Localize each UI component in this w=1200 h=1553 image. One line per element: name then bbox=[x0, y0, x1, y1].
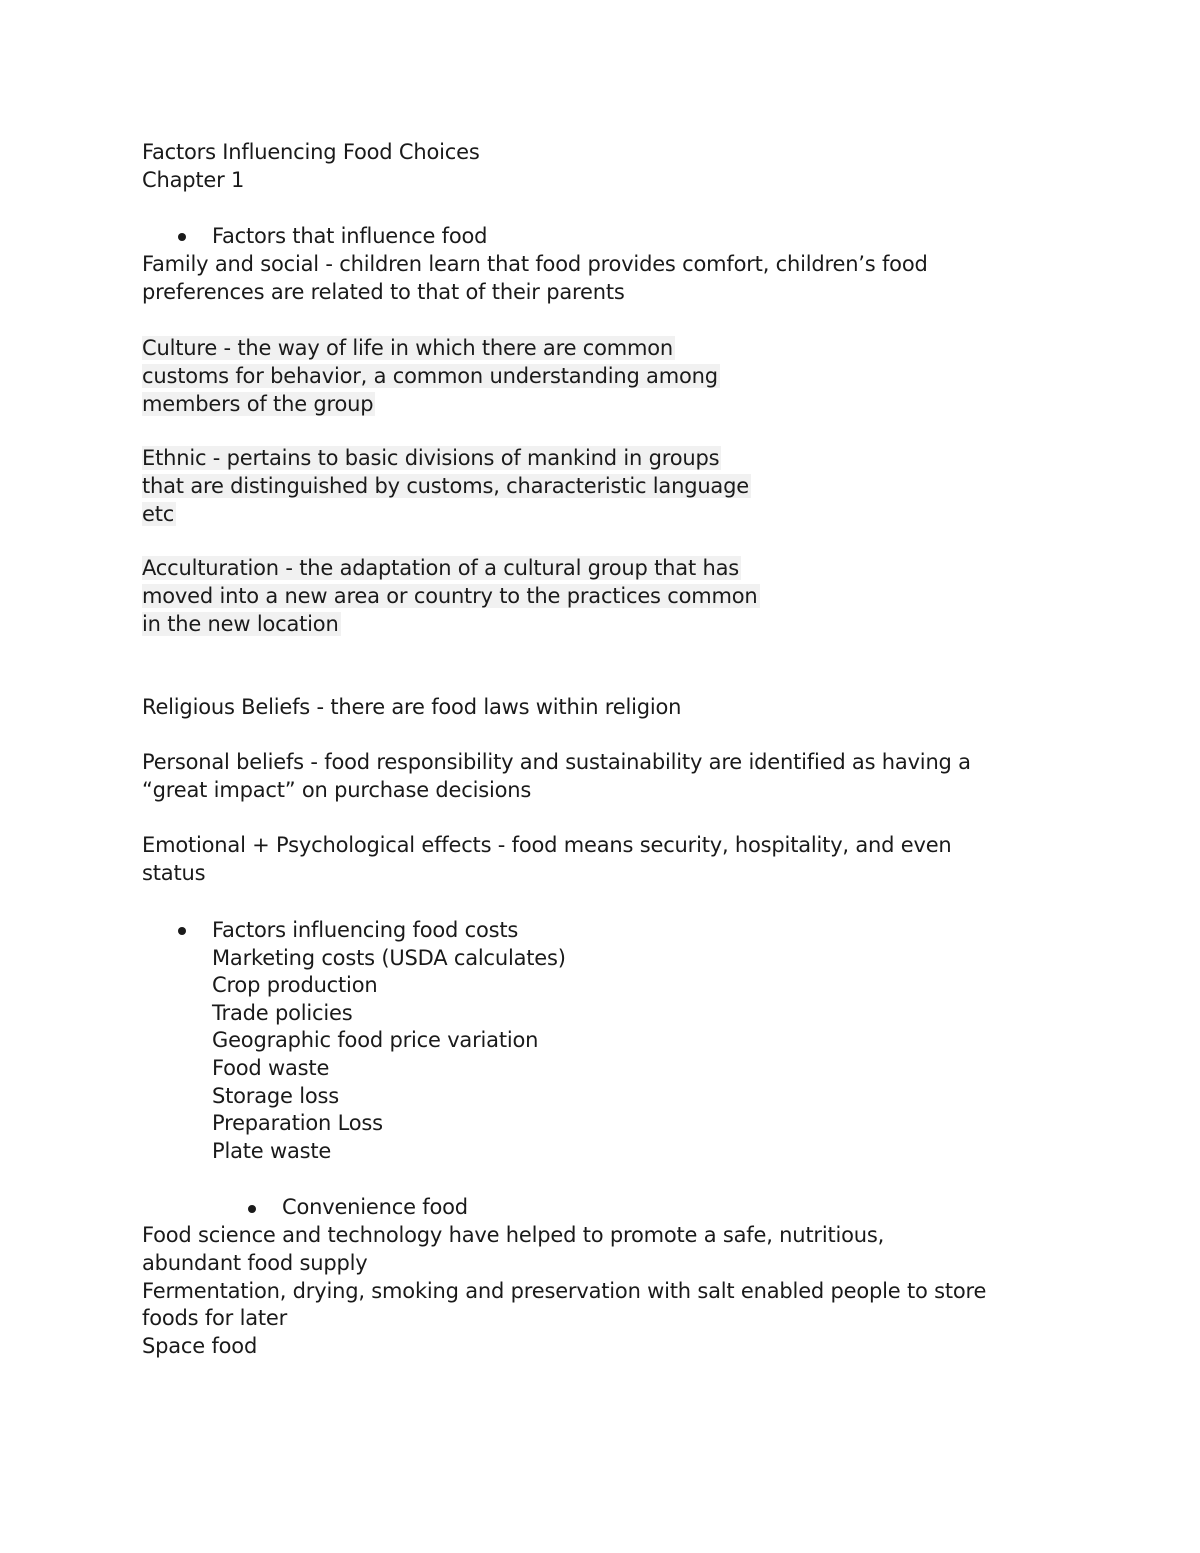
bullet-dot-icon bbox=[248, 1205, 256, 1213]
chapter-label: Chapter 1 bbox=[142, 168, 245, 192]
convenience-line-3: Fermentation, drying, smoking and preservation with salt enabled people to store bbox=[142, 1279, 987, 1303]
emotional-line-2: status bbox=[142, 861, 206, 885]
convenience-line-1: Food science and technology have helped to promote a safe, nutritious, bbox=[142, 1223, 885, 1247]
bullet-heading-costs: Factors influencing food costs bbox=[212, 918, 519, 942]
cost-item: Preparation Loss bbox=[212, 1111, 383, 1135]
convenience-line-2: abundant food supply bbox=[142, 1251, 368, 1275]
ethnic-line-1: Ethnic - pertains to basic divisions of mankind in groups bbox=[142, 446, 720, 470]
culture-line-1: Culture - the way of life in which there are common bbox=[142, 336, 674, 360]
cost-item: Food waste bbox=[212, 1056, 330, 1080]
acculturation-line-3: in the new location bbox=[142, 612, 339, 636]
personal-line-2: “great impact” on purchase decisions bbox=[142, 778, 532, 802]
acculturation-line-1: Acculturation - the adaptation of a cultural group that has bbox=[142, 556, 739, 580]
bullet-heading-convenience: Convenience food bbox=[282, 1195, 468, 1219]
convenience-line-4: foods for later bbox=[142, 1306, 288, 1330]
convenience-line-5: Space food bbox=[142, 1334, 258, 1358]
bullet-dot-icon bbox=[178, 927, 186, 935]
ethnic-line-2: that are distinguished by customs, characteristic language bbox=[142, 474, 749, 498]
cost-item: Marketing costs (USDA calculates) bbox=[212, 946, 566, 970]
cost-item: Plate waste bbox=[212, 1139, 332, 1163]
bullet-dot-icon bbox=[178, 233, 186, 241]
emotional-line-1: Emotional + Psychological effects - food means security, hospitality, and even bbox=[142, 833, 952, 857]
cost-item: Storage loss bbox=[212, 1084, 340, 1108]
culture-line-2: customs for behavior, a common understanding among bbox=[142, 364, 718, 388]
bullet-heading-factors: Factors that influence food bbox=[212, 224, 488, 248]
personal-line-1: Personal beliefs - food responsibility and sustainability are identified as having a bbox=[142, 750, 971, 774]
document-title: Factors Influencing Food Choices bbox=[142, 140, 480, 164]
family-line-1: Family and social - children learn that food provides comfort, children’s food bbox=[142, 252, 928, 276]
religious-line: Religious Beliefs - there are food laws within religion bbox=[142, 695, 682, 719]
culture-line-3: members of the group bbox=[142, 392, 374, 416]
acculturation-line-2: moved into a new area or country to the practices common bbox=[142, 584, 758, 608]
cost-item: Trade policies bbox=[212, 1001, 353, 1025]
family-line-2: preferences are related to that of their parents bbox=[142, 280, 625, 304]
cost-item: Crop production bbox=[212, 973, 378, 997]
ethnic-line-3: etc bbox=[142, 502, 175, 526]
cost-item: Geographic food price variation bbox=[212, 1028, 539, 1052]
